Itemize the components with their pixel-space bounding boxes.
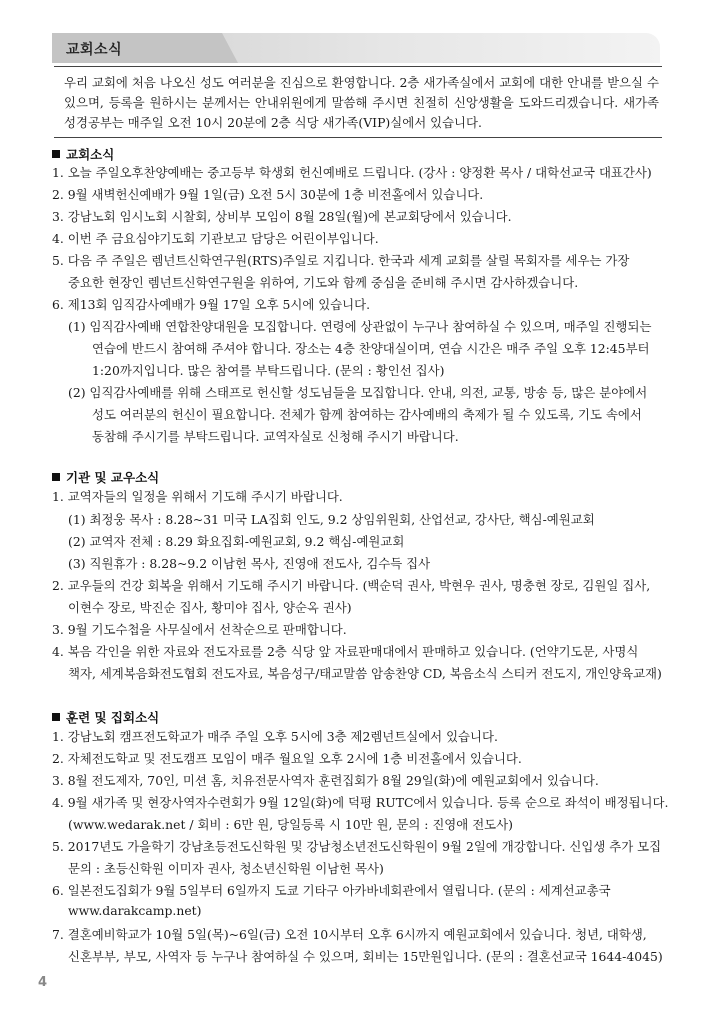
list-item: (3) 직원휴가 : 8.28~9.2 이남헌 목사, 진영애 전도사, 김수득 집사: [68, 556, 431, 571]
welcome-text: 우리 교회에 처음 나오신 성도 여러분을 진심으로 환영합니다. 2층 새가족실에서 교회에 대한 안내를 받으실 수 있으며, 등록을 원하시는 분께서는 안내위원에게 말씀해 주시면 친절히 신앙생활을 도와드리겠습니다. 새가족 성경공부는 매주일 오전 10시 20분에 2층 식당 새가족(VIP)실에서 있습니다.: [64, 75, 659, 130]
list-item: 동참해 주시기를 부탁드립니다. 교역자실로 신청해 주시기 바랍니다.: [92, 429, 459, 444]
bullet-square-icon: [52, 150, 60, 158]
list-item: 3. 9월 기도수첩을 사무실에서 선착순으로 판매합니다.: [52, 622, 347, 637]
list-item: 1. 교역자들의 일정을 위해서 기도해 주시기 바랍니다.: [52, 489, 343, 504]
list-item: 4. 9월 새가족 및 현장사역자수련회가 9월 12일(화)에 덕평 RUTC에서 있습니다. 등록 순으로 좌석이 배정됩니다.: [52, 795, 669, 810]
header-title: 교회소식: [66, 42, 123, 58]
list-item: (www.wedarak.net / 회비 : 6만 원, 당일등록 시 10만 원, 문의 : 진영애 전도사): [68, 817, 513, 832]
page-number: 4: [38, 975, 48, 990]
list-item: 4. 이번 주 금요심야기도회 기관보고 담당은 어린이부입니다.: [52, 231, 379, 246]
list-item: 5. 2017년도 가을학기 강남초등전도신학원 및 강남청소년전도신학원이 9월 2일에 개강합니다. 신입생 추가 모집: [52, 839, 662, 854]
list-item: 이현수 장로, 박진순 집사, 황미야 집사, 양순옥 권사): [68, 600, 352, 615]
section-title-text: 교회소식: [66, 147, 115, 162]
list-item: 1:20까지입니다. 많은 참여를 부탁드립니다. (문의 : 황인선 집사): [92, 363, 445, 378]
list-item: 연습에 반드시 참여해 주셔야 합니다. 장소는 4층 찬양대실이며, 연습 시간은 매주 주일 오후 12:45부터: [92, 341, 650, 356]
welcome-box: [54, 66, 662, 138]
section-title-training-news: [52, 708, 159, 726]
list-item: 문의 : 초등신학원 이미자 권사, 청소년신학원 이남헌 목사): [68, 861, 384, 876]
list-item: 신혼부부, 부모, 사역자 등 누구나 참여하실 수 있으며, 회비는 15만원입니다. (문의 : 결혼선교국 1644-4045): [68, 949, 663, 964]
section-title-church-news: [52, 145, 114, 163]
list-item: (2) 임직감사예배를 위해 스태프로 헌신할 성도님들을 모집합니다. 안내, 의전, 교통, 방송 등, 많은 분야에서: [68, 385, 648, 400]
list-item: 1. 강남노회 캠프전도학교가 매주 주일 오후 5시에 3층 제2렘넌트실에서 있습니다.: [52, 729, 498, 744]
list-item: 2. 9월 새벽헌신예배가 9월 1일(금) 오전 5시 30분에 1층 비전홀에서 있습니다.: [52, 187, 484, 202]
list-item: 6. 제13회 임직감사예배가 9월 17일 오후 5시에 있습니다.: [52, 297, 371, 312]
list-item: 6. 일본전도집회가 9월 5일부터 6일까지 도쿄 기타구 아카바네회관에서 열립니다. (문의 : 세계선교총국: [52, 883, 611, 898]
bullet-square-icon: [52, 713, 60, 721]
list-item: 7. 결혼예비학교가 10월 5일(목)~6일(금) 오전 10시부터 오후 6시까지 예원교회에서 있습니다. 청년, 대학생,: [52, 927, 647, 942]
list-item: 성도 여러분의 헌신이 필요합니다. 전체가 함께 참여하는 감사예배의 축제가 될 수 있도록, 기도 속에서: [92, 407, 642, 422]
bullet-square-icon: [52, 473, 60, 481]
list-item: 5. 다음 주 주일은 렘넌트신학연구원(RTS)주일로 지킵니다. 한국과 세계 교회를 살릴 목회자를 세우는 가장: [52, 253, 630, 268]
section-title-text: 기관 및 교우소식: [66, 470, 160, 485]
list-item: (1) 최정웅 목사 : 8.28~31 미국 LA집회 인도, 9.2 상임위원회, 산업선교, 강사단, 핵심-예원교회: [68, 512, 595, 527]
section-title-agency-news: [52, 468, 159, 486]
section-title-text: 훈련 및 집회소식: [66, 710, 160, 725]
list-item: 4. 복음 각인을 위한 자료와 전도자료를 2층 식당 앞 자료판매대에서 판매하고 있습니다. (언약기도문, 사명식: [52, 644, 639, 659]
list-item: 중요한 현장인 렘넌트신학연구원을 위하여, 기도와 함께 중심을 준비해 주시면 감사하겠습니다.: [68, 275, 579, 290]
list-item: 1. 오늘 주일오후찬양예배는 중고등부 학생회 헌신예배로 드립니다. (강사 : 양정환 목사 / 대학선교국 대표간사): [52, 165, 652, 180]
section-header: [52, 33, 660, 63]
list-item: (1) 임직감사예배 연합찬양대원을 모집합니다. 연령에 상관없이 누구나 참여하실 수 있으며, 매주일 진행되는: [68, 319, 652, 334]
list-item: 2. 자체전도학교 및 전도캠프 모임이 매주 월요일 오후 2시에 1층 비전홀에서 있습니다.: [52, 751, 522, 766]
list-item: 책자, 세계복음화전도협회 전도자료, 복음성구/태교말씀 암송찬양 CD, 복음소식 스티커 전도지, 개인양육교재): [68, 666, 662, 681]
list-item: www.darakcamp.net): [68, 903, 202, 918]
list-item: (2) 교역자 전체 : 8.29 화요집회-예원교회, 9.2 핵심-예원교회: [68, 534, 405, 549]
list-item: 2. 교우들의 건강 회복을 위해서 기도해 주시기 바랍니다. (백순덕 권사, 박현우 권사, 명충현 장로, 김원일 집사,: [52, 578, 651, 593]
list-item: 3. 8월 전도제자, 70인, 미션 홈, 치유전문사역자 훈련집회가 8월 29일(화)에 예원교회에서 있습니다.: [52, 773, 599, 788]
list-item: 3. 강남노회 임시노회 시찰회, 상비부 모임이 8월 28일(월)에 본교회당에서 있습니다.: [52, 209, 512, 224]
